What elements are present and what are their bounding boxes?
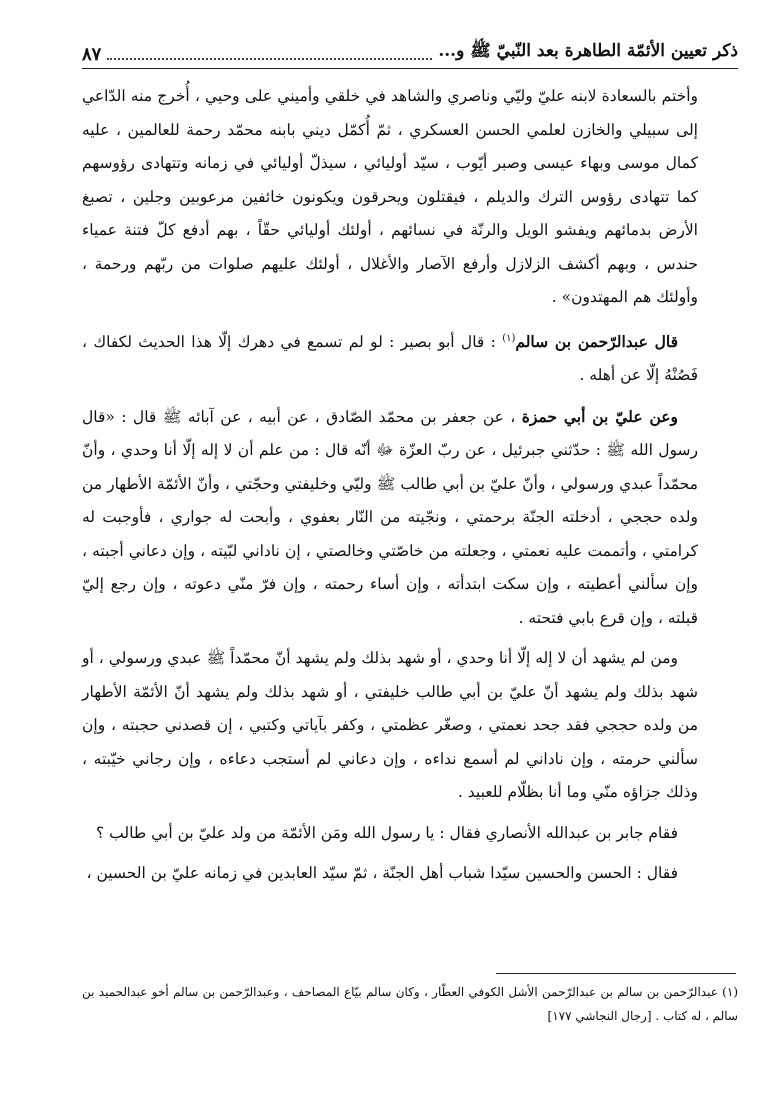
paragraph-text: ، عن جعفر بن محمّد الصّادق ، عن أبيه ، عن آبائه ﷺ قال : «قال رسول الله ﷺ : حدّثني جبرئيل ، عن ربّ العزّة ﷻ أنّه قال : من علم أن لا إله إلّا أنا وحدي ، وأنّ محمّداً عبدي ورسولي ، وأنّ عليّ بن أبي طالب ﷺ وليّي وخليفتي وحجّتي ، وأنّ الأئمّة الأطهار من ولده حججي ، أدخلته الجنّة برحمتي ، ونجّيته من النّار بعفوي ، وأبحت له جواري ، فأوجبت له كرامتي ، وأتممت عليه نعمتي ، وجعلته من خاصّتي وخالصتي ، إن ناداني لبّيته ، وإن دعاني أجبته ، وإن سألني أعطيته ، وإن سكت ابتدأته ، وإن أساء رحمته ، وإن فرّ منّي دعوته ، وإن رجع إليّ قبلته ، وإن قرع بابي فتحته .: [82, 407, 698, 627]
paragraph-text: وأختم بالسعادة لابنه عليّ وليّي وناصري والشاهد في خلقي وأميني على وحيي ، أُخرج منه الدّاعي إلى سبيلي والخازن لعلمي الحسن العسكري ، ثمّ أُكمّل ديني بابنه محمّد رحمة للعالمين ، عليه كمال موسى وبهاء عيسى وصبر أيّوب ، سيّد أوليائي ، سيذلّ أوليائي في زمانه وتتهادى رؤوسهم كما تتهادى رؤوس الترك والديلم ، فيقتلون ويحرقون ويكونون خائفين مرعوبين وجلين ، تصبغ الأرض بدمائهم ويفشو الويل والرنّة في نسائهم ، أولئك أوليائي حقّاً ، بهم أدفع كلّ فتنة عمياء حندس ، وبهم أكشف الزلازل وأرفع الآصار والأغلال ، أولئك عليهم صلوات من ربّهم ورحمة ، وأولئك هم المهتدون» .: [82, 87, 698, 306]
paragraph: [82, 857, 698, 891]
footnote-divider: [496, 973, 736, 974]
paragraph-text: فقام جابر بن عبدالله الأنصاري فقال : يا رسول الله ومَن الأئمّة من ولد عليّ بن أبي طالب ؟: [96, 823, 678, 842]
footnote: [82, 980, 738, 1028]
page-number: ٨٧: [82, 44, 102, 65]
paragraph-text: ومن لم يشهد أن لا إله إلّا أنا وحدي ، أو شهد بذلك ولم يشهد أنّ محمّداً ﷺ عبدي ورسولي ، أو شهد بذلك ولم يشهد أنّ عليّ بن أبي طالب خليفتي ، أو شهد بذلك ولم يشهد أنّ الأئمّة الأطهار من ولده حججي فقد جحد نعمتي ، وصغّر عظمتي ، وكفر بآياتي وكتبي ، إن قصدني حجبته ، وإن سألني حرمته ، وإن ناداني لم أسمع نداءه ، وإن دعاني لم أستجب دعاءه ، وإن رجاني خيّبته ، وذلك جزاؤه منّي وما أنا بظلّام للعبيد .: [82, 649, 698, 802]
paragraph: [82, 817, 698, 851]
running-header: [82, 38, 738, 69]
main-text: [82, 80, 698, 898]
narrator-name: وعن عليّ بن أبي حمزة: [521, 406, 678, 426]
paragraph: [82, 80, 698, 315]
header-title: ذكر تعيين الأئمّة الطاهرة بعد النّبيّ ﷺ و...: [438, 41, 738, 61]
paragraph-text: : قال أبو بصير : لو لم تسمع في دهرك إلّا هذا الحديث لكفاك ، فَصُنْهُ إلّا عن أهله .: [82, 332, 698, 385]
paragraph: [82, 642, 698, 810]
narrator-name: قال عبدالرّحمن بن سالم: [515, 331, 678, 351]
paragraph: [82, 400, 698, 636]
footnote-marker: (١): [502, 332, 516, 344]
header-leader-dots: [107, 58, 432, 60]
footnote-text: (١) عبدالرّحمن بن سالم بن عبدالرّحمن الأشل الكوفي العطّار ، وكان سالم بيّاع المصاحف ، وعبدالرّحمن بن سالم أخو عبدالحميد بن سالم ، له كتاب . [رجال النجاشي ١٧٧]: [82, 985, 738, 1023]
paragraph: [82, 322, 698, 393]
paragraph-text: فقال : الحسن والحسين سيّدا شباب أهل الجنّة ، ثمّ سيّد العابدين في زمانه عليّ بن الحسين ،: [86, 864, 678, 883]
